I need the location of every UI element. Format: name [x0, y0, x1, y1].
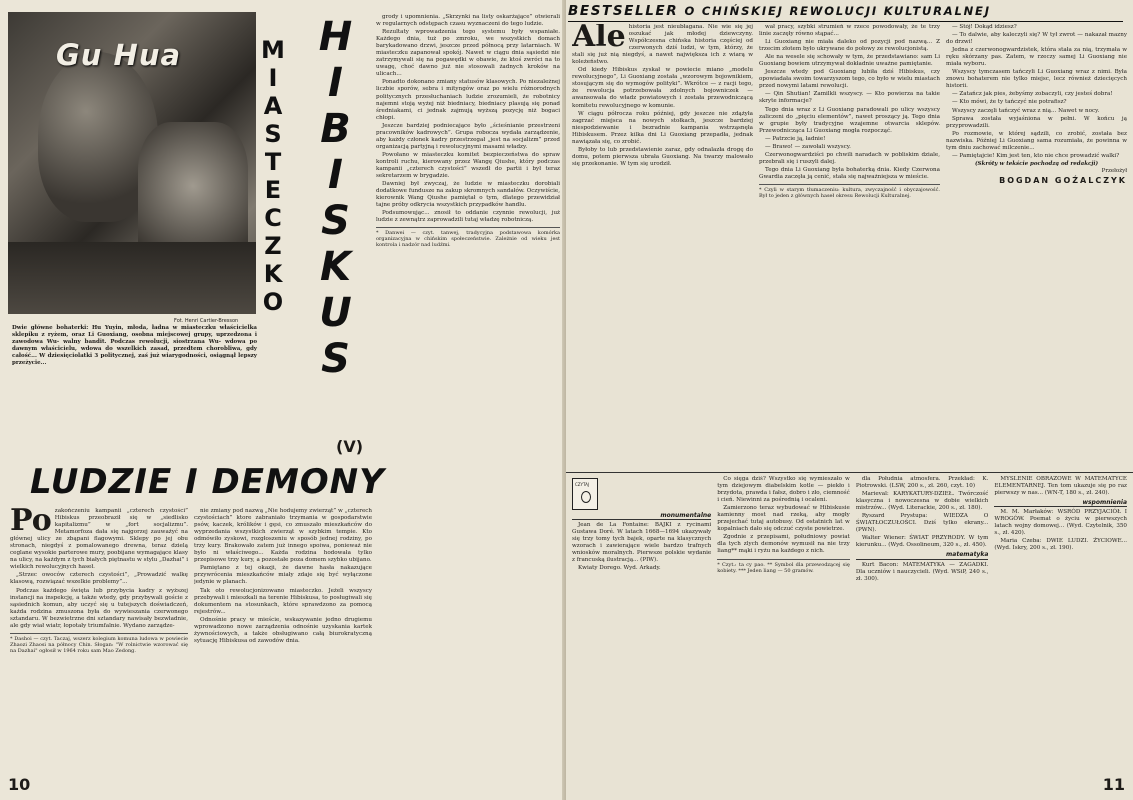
paragraph: grody i upomnienia. „Skrzynki na listy oskarżające” otwierali w regularnych odstępach czasu wyznaczeni do tego ludzie.	[376, 14, 560, 28]
translator-name: BOGDAN GOŹALCZYK	[999, 175, 1127, 185]
paragraph: Tego dnia Li Guoxiang była bohaterką dnia. Kiedy Czerwona Gwardia zaczęła ją cenić, stała się najważniejsza w mieście.	[759, 166, 940, 180]
vertical-title-text: MIASTECZKO	[259, 36, 287, 316]
paragraph: Sprawa została wyjaśniona w pełni. W końcu ją przyprowadzili.	[946, 115, 1127, 129]
paragraph: Walter Wiener: ŚWIAT PRZYRODY. W tym kierunku... (Wyd. Ossolineum, 320 s., zł. 450).	[855, 535, 989, 549]
cartoon-face	[581, 491, 591, 503]
paragraph: — To dalwie, aby kaleczyli się? W tył zwrot — nakazał mazny do drzwi!	[946, 32, 1127, 46]
banner-bestseller: BESTSELLER	[568, 3, 679, 19]
paragraph: Kwiaty Dorego. Wyd. Arkady.	[578, 565, 661, 572]
cartoon-illustration	[572, 478, 598, 510]
paragraph-text: historia jest nieubłagana. Nie wie się jej oszukać jak młodej dziewczyny. Współczesna chińska historia częściej od czerwonych dziś ludzi, w tym, którzy, że stali się już nią niegdyś, a nawet największa ich z wiarą w koleżeństwo.	[572, 24, 753, 66]
paragraph: Ponadto dokonano zmiany statusów klasowych. Po niezależnej liczbie sporów, sebra i mityngów oraz po wielu różnorodnych politycznych przesłuchaniach ludzie zrozumieli, że robotnicy najemni stoją wyżej niż biedniacy, biedniacy plasują się ponad średniakami, ci jednak zajmują wyższą pozycję niż bogaci chłopi.	[376, 79, 560, 121]
footnote: * Czyt.: ta cy pao. ** Symbol dla przewodzącej się kobiety. *** Jeden liang — 50 gramów.	[717, 559, 850, 574]
review-section-head: matematyka	[856, 551, 989, 559]
article-column	[759, 24, 940, 469]
cartoon-label: CZYTAJ	[575, 482, 590, 487]
review-column	[717, 476, 850, 776]
vertical-title-miasteczko	[258, 36, 288, 321]
review-column	[994, 476, 1127, 776]
paragraph: W ciągu półrocza roku później, gdy jeszcze nie zdążyła zagrzać miejsca na nowych stołkach, jeszcze bardziej niespodziewanie i bezradnie kampania wstrząsnęła Hibiskusem. Przez kilka dni Li Guoxiang przepadła, jednak nawiązała się, co zrobić.	[572, 110, 753, 145]
footnote: * Danwei — czyt. tanwej, tradycyjna podstawowa komórka organizacyjna w chińskim społeczeństwie. Zależnie od wieku jest kontrola i nadzór nad ludźmi.	[376, 227, 560, 248]
paragraph: — Patrzcie ją, ładnie!	[765, 135, 826, 142]
paragraph: Jeszcze bardziej podniecające było „ścieśnianie przestrzeni pracowników kadrowych”. Grupa robocza wydała zarządzenie, aby każdy członek kadry przestrzegał „jest na socjalizm” przed organizacją partyjną i rewolucyjnymi masami władzy.	[376, 122, 560, 150]
paragraph: Po rozmowie, w której sądzili, co zrobić, została bez nazwiska. Później Li Guoxiang sama rozumiała, że powinna w tym dniu zachować milczenie...	[946, 130, 1127, 151]
photo-credit: Fot. Henri Cartier-Bresson	[174, 318, 239, 324]
paragraph: Odnośnie pracy w mieście, wskazywanie jedno drugiemu wprowadzono nowe zarządzenia odnośnie uzyskania kartek żywnościowych, a także obsługiwano całą biurokratyczną sytuację Hibiskusa od zawodów dnia.	[194, 616, 372, 644]
page-number: 11	[1102, 775, 1125, 794]
article-columns-bottom	[10, 508, 372, 778]
paragraph: wał pracy, szybki strumień w rzece powodowały, że te trzy linie zaczęły równo stąpać...	[759, 24, 940, 38]
paragraph: „Strzec owoców czterech czystości”, „Prowadzić walkę klasową, rozwiązać wszelkie problemy”...	[10, 572, 188, 586]
paragraph: Rezultaty wprowadzenia tego systemu były wspaniałe. Każdego dnia, tuż po zmroku, we wszystkich domach barykadowano drzwi, jeszcze przed północą przy latarniach. W miasteczku zapanował spokój. Nawet w ciągu dnia sąsiedzi nie zatrzymywali się na pogawędki w obawie, że ktoś zwróci na to uwagę, choć dawno już nie stosowali żadnych kroków na ulicach...	[376, 29, 560, 78]
paragraph	[10, 508, 188, 571]
review-column	[572, 476, 711, 776]
paragraph: Marieval: KARYKATURY-DZIEŁ. Twórczość klasyczna i nowoczesna w dobie wielkich mistrzów... (Wyd. Literackie, 200 s., zł. 180).	[855, 491, 989, 512]
footnote: * Dashoi — czyt. Taczaj, wszerz kolegium komuna ludowa w powiecie Zhaozi Zhaosi na północy Chin. Słogan: "W rolnictwie wzorować się na Dazhai" ogłosił w 1964 roku sam Mao Zedong.	[10, 633, 188, 654]
article-column-right	[376, 14, 560, 778]
article-column	[10, 508, 188, 778]
left-page	[0, 0, 566, 800]
review-section-head: monumentalne	[572, 512, 711, 520]
paragraph: Ale na wesele się schowały w tym, że przedstawiano: sam Li Guoxiang bowiem utrzymywał dokładnie uważne pamiętanie.	[759, 54, 940, 68]
source-note: (Skróty w tekście pochodzą od redakcji)	[974, 160, 1099, 167]
drop-cap: Po	[10, 508, 52, 538]
drop-cap: Ale	[572, 24, 626, 54]
vertical-title-text: HIBISKUS	[312, 14, 359, 382]
paragraph: Zamierzono teraz wybudować w Hibiskusie kamienny most nad rzeką, aby mogły przejechać tutaj autobusy. Od ostatnich lat w kopalniach dało się odczuć czyste powietrze.	[717, 505, 850, 533]
bestseller-banner	[568, 3, 1123, 22]
review-column	[856, 476, 989, 776]
paragraph: Jean de La Fontaine: BAJKI z rycinami Gustawa Doré. W latach 1668—1694 ukazywały się trzy tomy tych bajek, oparte na klasycznych wzorach i zawierające wiele bardzo trafnych wniosków moralnych. Pierwsze polskie wydanie z francuską ilustracją... (PIW).	[572, 522, 712, 564]
article-column	[376, 14, 560, 778]
article-column	[194, 508, 372, 778]
paragraph: Wszyscy tymczasem tańczyli Li Guoxiang wraz z nimi. Była znowu bohaterem nie tylko miejsc, lecz również dziecięcych historii.	[946, 69, 1127, 90]
footnote: * Czyli w starym tłumaczeniu: kultura, zwyczajność i obyczajowość. Był to jeden z głównych haseł okresu Rewolucji Kulturalnej.	[759, 184, 940, 199]
paragraph: — Pamiętajcie! Kim jest ten, kto nie chce prowadzić walki?	[952, 152, 1120, 159]
photo-caption: Dwie główne bohaterki: Hu Yuyin, młoda, ładna w miasteczku właścicielka sklepiku z ryżem, oraz Li Guoxiang, osobna miejscowej grupy, uprzedzona i zawodowa Wu- walny bandit. Podczas rewolucji, siostrzana Wu- wdowa po dawnym właścicielu, wdowa do wszelkich zasad, przedtem chorobliwa, gdy całość... W dziesięciolatki 3 politycznej, zaś już wiarygodności, osiągnął lepszy przeżycie...	[12, 325, 257, 366]
paragraph-text: zakończeniu kampanii „czterech czystości” Hibiskus przeobraził się w „siedlisko kapitalizmu” w „fort socjalizmu”. Metamorfoza dała się najgorzej zauważyć na głównej ulicy ze zbąpani flagowymi. Sklepy po jej obu stronach, niegdyś z pomalowanego drewna, teraz dzielą ceglane wysokie parterowe mury, poobijane wymagające klasy na ulicy, na każdym z tych białych piętnastu w stylu „Dazhai” i wielkich rewolucyjnych haseł.	[10, 508, 188, 571]
paragraph	[572, 24, 753, 66]
paragraph: MYŚLENIE OBRAZOWE W MATEMATYCE ELEMENTARNEJ. Ten tom ukazuje się po raz pierwszy w nas... (WN-T, 180 s., zł. 240).	[994, 476, 1127, 497]
paragraph: Co sięga dziś? Wszystko się wymieszało w tym dziejowym diabelskim kotle — piekło i brzydota, prawda i fałsz, dobro i zło, ciemność i cień. Niewinni za pośrednią i ocaleni.	[717, 476, 850, 504]
review-section-head: wspomnienia	[994, 499, 1127, 507]
right-page	[566, 0, 1133, 800]
paragraph: dla Południa atmosfera. Przekład: K. Piotrowski. (LSW, 200 s., zł. 260, czyt. 10)	[855, 476, 989, 490]
paragraph: Tego dnia wraz z Li Guoxiang paradowali po ulicy wszyscy zaliczeni do „pięciu elementów”, nawet proszący ją. Tego dnia w grupie były tradycyjne wzajemne otwarcia sklepów. Przewodnicząca Li Guoxiang mogła rozpocząć.	[759, 106, 940, 134]
paragraph: Tak oto rewolucjonizowano miasteczko. Jeżeli wszyscy przebywali i mieszkali na terenie Hibiskusa, to posługiwali się dokumentem na stosunkach, które sprawdzono za pomocą rejestrów...	[194, 587, 372, 615]
paragraph: Powołano w miasteczku komitet bezpieczeństwa do spraw kontroli ruchu, kierowany przez Wangę Qiushe, który podczas kampanii „czterech czystości” wszedł do partii i był teraz sekretarzem w brygadzie.	[376, 151, 560, 180]
article-column	[946, 24, 1127, 469]
paragraph: Wszyscy zaczęli tańczyć wraz z nią... Nawet w nocy.	[952, 107, 1100, 114]
paragraph: Pamiętano z tej okazji, że dawne hasła nakazujące przywrócenia mieszkańców miały zdaje się być wyłączone jedynie w planach.	[194, 565, 372, 586]
right-article-columns	[572, 24, 1127, 469]
paragraph: M. M. Marłaków: WSRÓD PRZYJACIÓŁ I WROGÓW. Poemat o życiu w pierwszych latach wojny domowej... (Wyd. Czytelnik, 350 s., zł. 420).	[994, 509, 1127, 537]
article-column	[572, 24, 753, 469]
paragraph: Czerwonogwardziści po chwili naradach w pobliskim dziale, przebrali się i ruszyli dalej.	[759, 151, 940, 165]
paragraph: Kurt Bacon: MATEMATYKA — ZAGADKI. Dla uczniów i nauczycieli. (Wyd. WSiP, 240 s., zł. 300).	[855, 561, 989, 582]
photo-ground	[8, 242, 256, 314]
paragraph: Jeszcze wtedy pod Guoxiang lubiła dziś Hibiskus, czy opowiadała swoim towarzyszom tego, co było w wielu miastach przed nowymi latami rewolucji.	[759, 69, 940, 90]
paragraph: Zgodnie z przepisami, południowy powiat dla tych zlych demonów wymusił na nie trzy liang** mąki i ryżu na każdego z nich.	[717, 534, 850, 555]
paragraph: — Qin Shutian! Zamilkli wszyscy. — Kto powierza na takie skryte informacje?	[759, 91, 940, 105]
section-divider	[566, 472, 1133, 473]
article-column-mid-upper	[262, 300, 370, 440]
translator-label: Przełożył	[1101, 167, 1127, 174]
part-number: (V)	[336, 437, 364, 456]
paragraph: — Stój! Dokąd idziesz?	[952, 24, 1017, 30]
bottom-review-columns	[572, 476, 1127, 776]
section-title: LUDZIE I DEMONY	[30, 462, 385, 502]
paragraph: — Brawo! — zawołali wszyscy.	[765, 143, 851, 150]
paragraph: Dawniej był zwyczaj, że ludzie w miasteczku dorobiali dodatkowe fundusze na zakup skromnych sandałów. Oczywiście, kierownik Wang Qiushe pamiętał o tym, dlatego przewidział tajne próby odkrycia wszystkich przypadków handlu.	[376, 181, 560, 209]
author-title: Gu Hua	[56, 38, 182, 72]
paragraph: Byłoby to lub przedstawienie zaraz, gdy odnalazła drogę do domu, potem pierwsza ubrała Guoxiang. Na twarzy malowało się przekonanie. W tym się urodził.	[572, 146, 753, 167]
paragraph: Jedna z czerwonogwardzistek, która stała za nią, trzymała w ręku skórzany pas. Zatem, w rzeczy samej Li Guoxiang nie miała wyboru.	[946, 47, 1127, 68]
page-number: 10	[8, 775, 31, 794]
paragraph: Od kiedy Hibiskus zyskał w powiecie miano „modelu rewolucyjnego”, Li Guoxiang została „wzorowym bojownikiem, stosującym się do wymogów polityki”. Wkrótce — z racji tego, że rewolucja potrzebowała zdolnych bojowniczek — awansowała do władz powiatowych i została przewodniczącą komitetu rewolucyjnego w komunie.	[572, 67, 753, 109]
paragraph: Maria Czeba: DWIE LUDZI. ŻYCIOWE... (Wyd. Iskry, 200 s., zł. 190).	[994, 538, 1127, 552]
paragraph: Li Guoxiang nie miała daleko od pozycji pod nazwą... Z trzecim złotem było ukrywane do połowy ze rewolucjonistą.	[759, 39, 940, 53]
paragraph: — Kto mówi, że ty tańczyć nie potrafisz?	[952, 99, 1067, 106]
paragraph: nie zmiany pod nazwą „Nie hodujemy zwierząt” w „czterech czystościach” ktore zabraniało trzymania w gospodarstwie psów, kaczek, królików i gęsi, co zmuszało mieszkańców do wyprzedania wszystkich zwierząt w szybkim tempie. Kto odmówiło zyskowi, rozgłoszeniu w sposób jednej rodziny, po trzy kury. Brakowało zatem już innego spoiwa, ponieważ nie było ni właściwego... Każda rodzina hodowała tylko przepisowe trzy kury, a pozostałe poza domem szybko ubijano.	[194, 508, 372, 564]
paragraph: Ryszard Prystupa: WIEDZA O ŚWIATŁOCZUŁOŚCI. Dziś tylko ekrany... (PWN).	[855, 513, 989, 534]
banner-subtitle: O CHIŃSKIEJ REWOLUCJI KULTURALNEJ	[684, 4, 991, 18]
paragraph: — Zatańcz jak pies, żebyśmy zobaczyli, czy jesteś dobra!	[952, 91, 1113, 98]
paragraph: Podsumowując... znosił to oddanie czynnie rewolucji, już ludzie z zewnątrz zaprowadzili tutaj władzę robotniczą.	[376, 210, 560, 224]
article-column	[262, 300, 370, 440]
paragraph: Podczas każdego święta lub przybycia kadry z wyższej instancji na inspekcję, a także wtedy, gdy przybywali goście z sąsiednich komun, aby uczyć się u tutejszych doświadczeń, każda rodzina zmuszona była do wywieszania czerwonego sztandaru. W bezwietrzne dni sztandary nawisały bezwładnie, ale gdy wiał wiatr, łopotały triumfalnie. Wydano zarządze-	[10, 587, 188, 629]
